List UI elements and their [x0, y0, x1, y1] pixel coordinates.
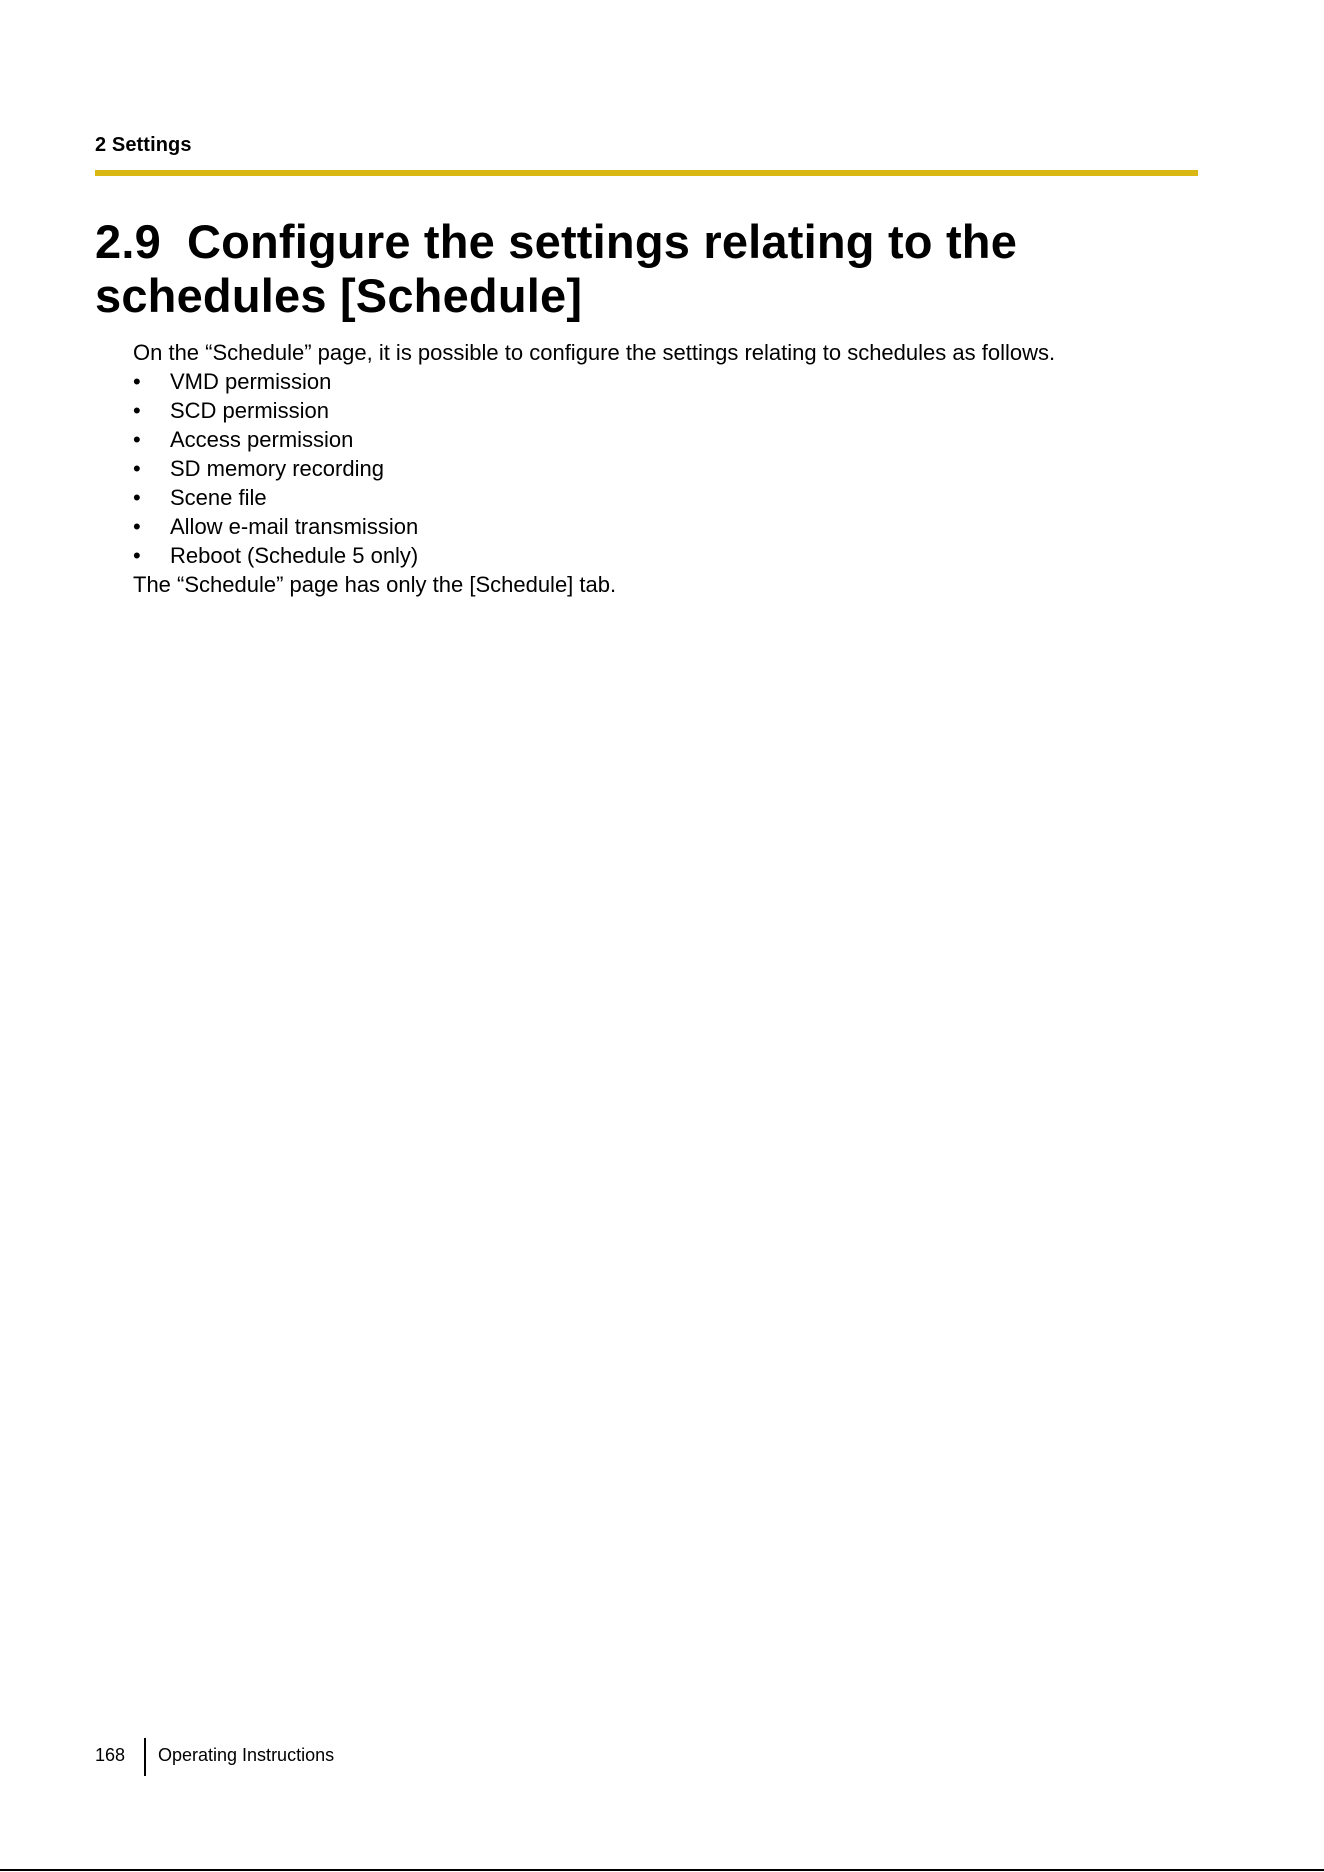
section-heading: [95, 215, 1215, 323]
page-number: 168: [95, 1745, 126, 1765]
list-item-label: Allow e-mail transmission: [170, 514, 419, 539]
footer-divider: [144, 1738, 146, 1776]
document-title: Operating Instructions: [158, 1745, 335, 1765]
list-item: [133, 483, 1193, 512]
list-item: [133, 512, 1193, 541]
list-item: [133, 396, 1193, 425]
bullet-icon: •: [133, 369, 141, 394]
bullet-icon: •: [133, 456, 141, 481]
list-item: [133, 541, 1193, 570]
page-bottom-edge: [0, 1869, 1324, 1871]
header-rule: [95, 170, 1198, 176]
settings-list: [133, 367, 1193, 570]
outro-paragraph: The “Schedule” page has only the [Schedule] tab.: [133, 572, 617, 597]
list-item-label: Access permission: [170, 427, 354, 452]
list-item-label: SD memory recording: [170, 456, 384, 481]
list-item-label: Reboot (Schedule 5 only): [170, 543, 419, 568]
running-header: 2 Settings: [95, 134, 192, 156]
bullet-icon: •: [133, 398, 141, 423]
bullet-icon: •: [133, 485, 141, 510]
list-item-label: SCD permission: [170, 398, 329, 423]
section-number: 2.9: [95, 215, 161, 268]
body-text: [133, 338, 1193, 599]
bullet-icon: •: [133, 514, 141, 539]
list-item: [133, 367, 1193, 396]
bullet-icon: •: [133, 427, 141, 452]
list-item-label: VMD permission: [170, 369, 332, 394]
list-item: [133, 425, 1193, 454]
bullet-icon: •: [133, 543, 141, 568]
section-title: Configure the settings relating to the schedules [Schedule]: [95, 215, 1018, 322]
intro-paragraph: On the “Schedule” page, it is possible to configure the settings relating to schedules as follows.: [133, 340, 1056, 365]
list-item: [133, 454, 1193, 483]
list-item-label: Scene file: [170, 485, 267, 510]
